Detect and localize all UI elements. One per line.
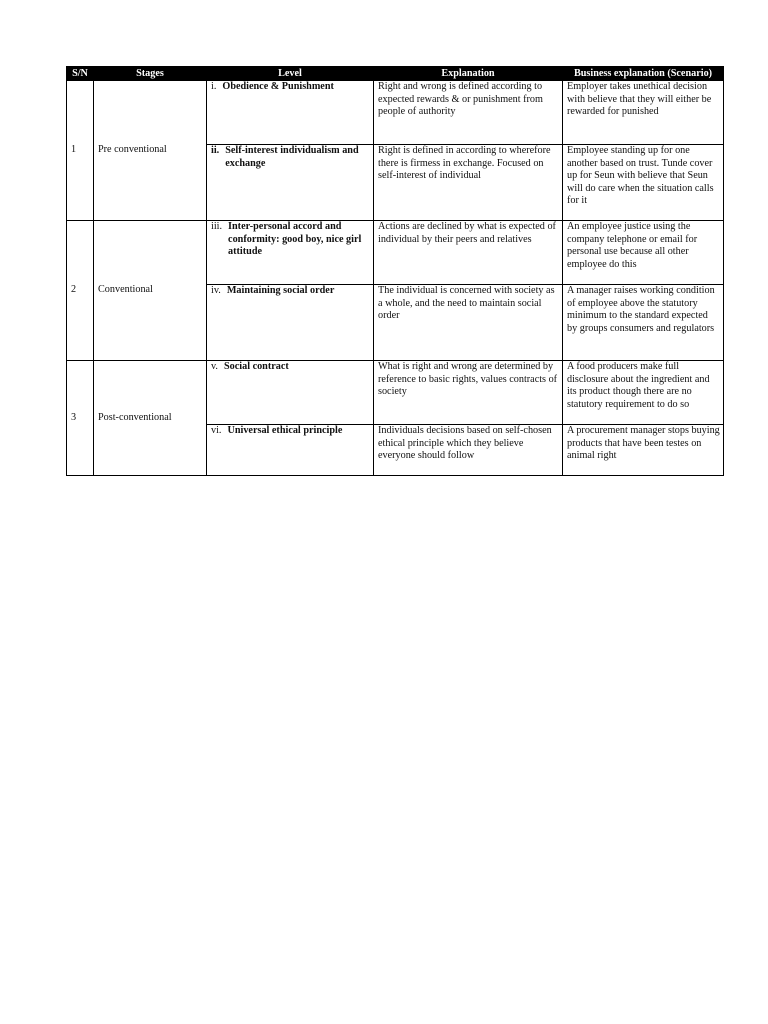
level-title: Social contract bbox=[223, 361, 289, 372]
level-title: Inter-personal accord and conformity: good boy, nice girl attitude bbox=[228, 221, 362, 258]
scenario-cell: Employer takes unethical decision with believe that they will either be rewarded for punished bbox=[563, 81, 724, 145]
scenario-cell: A manager raises working condition of employee above the statutory minimum to the standard expected by groups consumers and regulators bbox=[563, 285, 724, 361]
header-row bbox=[67, 67, 724, 81]
scenario-cell: Employee standing up for one another based on trust. Tunde cover up for Seun with believe that Seun will do care when the situation calls for it bbox=[563, 145, 724, 221]
level-title: Maintaining social order bbox=[226, 285, 335, 296]
explanation-cell: Actions are declined by what is expected of individual by their peers and relatives bbox=[374, 221, 563, 285]
level-number: v. bbox=[211, 361, 218, 372]
level-number: ii. bbox=[211, 145, 220, 156]
table-row bbox=[67, 361, 724, 425]
level-cell bbox=[207, 425, 374, 476]
table-row bbox=[67, 81, 724, 145]
level-cell bbox=[207, 285, 374, 361]
header-level: Level bbox=[207, 67, 374, 81]
scenario-cell: A food producers make full disclosure about the ingredient and its product though there are no statutory requirement to do so bbox=[563, 361, 724, 425]
scenario-cell: A procurement manager stops buying products that have been testes on animal right bbox=[563, 425, 724, 476]
header-scenario: Business explanation (Scenario) bbox=[563, 67, 724, 81]
stage-sn-cell: 1 bbox=[67, 81, 94, 221]
explanation-cell: Individuals decisions based on self-chosen ethical principle which they believe everyone should follow bbox=[374, 425, 563, 476]
table-row bbox=[67, 221, 724, 285]
stage-name-cell: Post-conventional bbox=[94, 361, 207, 476]
level-cell bbox=[207, 145, 374, 221]
stage-sn-cell: 3 bbox=[67, 361, 94, 476]
explanation-cell: What is right and wrong are determined by reference to basic rights, values contracts of society bbox=[374, 361, 563, 425]
stage-name-cell: Pre conventional bbox=[94, 81, 207, 221]
level-cell bbox=[207, 81, 374, 145]
moral-development-table bbox=[66, 66, 724, 476]
explanation-cell: Right and wrong is defined according to expected rewards & or punishment from people of authority bbox=[374, 81, 563, 145]
level-cell bbox=[207, 221, 374, 285]
header-explanation: Explanation bbox=[374, 67, 563, 81]
stage-sn-cell: 2 bbox=[67, 221, 94, 361]
level-title: Self-interest individualism and exchange bbox=[225, 145, 359, 169]
level-number: vi. bbox=[211, 425, 222, 436]
stage-name-cell: Conventional bbox=[94, 221, 207, 361]
explanation-cell: Right is defined in according to wherefore there is firmess in exchange. Focused on self-interest of individual bbox=[374, 145, 563, 221]
explanation-cell: The individual is concerned with society as a whole, and the need to maintain social order bbox=[374, 285, 563, 361]
level-number: iv. bbox=[211, 285, 221, 296]
level-number: i. bbox=[211, 81, 217, 92]
level-title: Obedience & Punishment bbox=[222, 81, 334, 92]
scenario-cell: An employee justice using the company telephone or email for personal use because all other employee do this bbox=[563, 221, 724, 285]
level-cell bbox=[207, 361, 374, 425]
header-sn: S/N bbox=[67, 67, 94, 81]
level-number: iii. bbox=[211, 221, 223, 232]
level-title: Universal ethical principle bbox=[227, 425, 343, 436]
header-stages: Stages bbox=[94, 67, 207, 81]
